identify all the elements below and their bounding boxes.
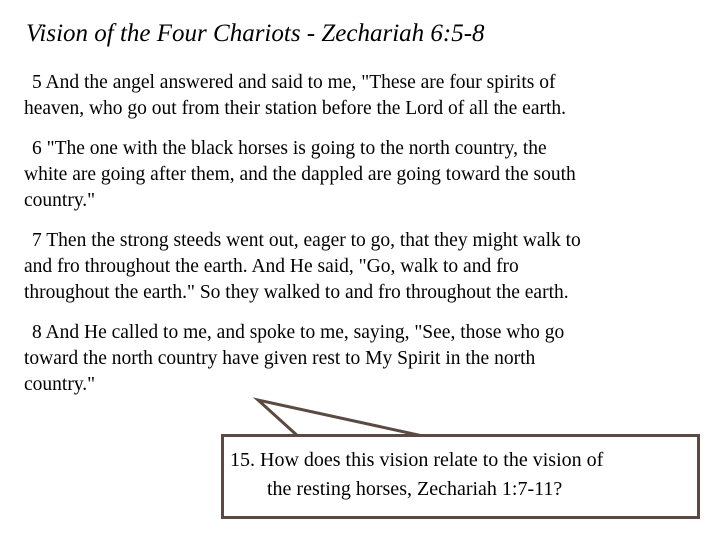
question-line: the resting horses, Zechariah 1:7-11? [267, 478, 563, 500]
verse-line: country." [24, 190, 96, 211]
verse-line: 5 And the angel answered and said to me, "These are four spirits of [32, 72, 556, 93]
verse-line: 7 Then the strong steeds went out, eager to go, that they might walk to [32, 230, 581, 251]
verse-line: 8 And He called to me, and spoke to me, saying, "See, those who go [32, 322, 565, 343]
verse-line: and fro throughout the earth. And He said, "Go, walk to and fro [24, 256, 519, 277]
verse-line: 6 "The one with the black horses is going to the north country, the [32, 138, 547, 159]
question-line: 15. How does this vision relate to the vision of [230, 449, 604, 471]
verse-line: toward the north country have given rest to My Spirit in the north [24, 348, 536, 369]
verse-line: country." [24, 374, 96, 395]
question-callout [221, 434, 700, 519]
verse-line: white are going after them, and the dappled are going toward the south [24, 164, 576, 185]
verse-line: throughout the earth." So they walked to and fro throughout the earth. [24, 282, 569, 303]
page-title: Vision of the Four Chariots - Zechariah 6:5-8 [26, 20, 485, 47]
verse-line: heaven, who go out from their station before the Lord of all the earth. [24, 98, 567, 119]
